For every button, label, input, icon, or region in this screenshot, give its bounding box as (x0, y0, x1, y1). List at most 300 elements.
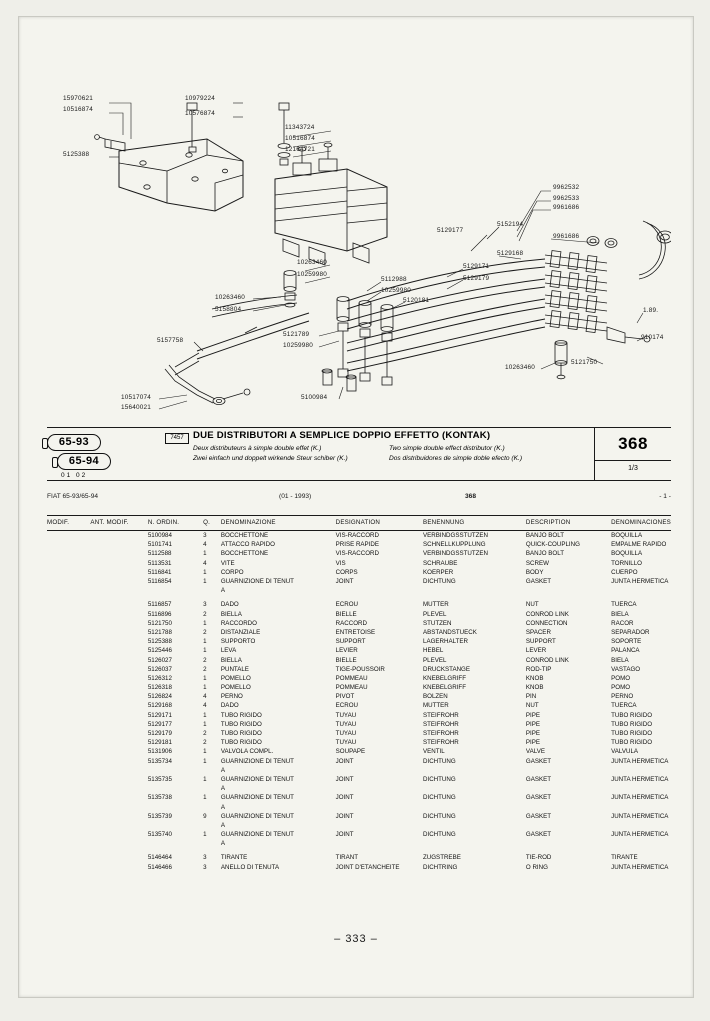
cell-designation: VIS-RACCORD (335, 532, 379, 540)
model-badge-left: 65-93 (47, 434, 101, 451)
callout-label: 11343724 (285, 124, 315, 131)
cell-denominaciones: JUNTA HERMETICA (611, 775, 669, 783)
callout-label: 12164721 (285, 146, 316, 153)
cell-n-ordin: 5129181 (147, 739, 172, 747)
cell-description: O RING (525, 863, 548, 871)
cell-q: 3 (203, 863, 207, 871)
cell-ant-modif (90, 830, 147, 839)
cell-denominazione: TUBO RIGIDO (220, 720, 262, 728)
cell-q: 1 (203, 794, 207, 802)
cell-empty (526, 821, 611, 830)
cell-designation: JOINT (335, 757, 354, 765)
cell-description: BODY (525, 568, 544, 576)
cell-empty (611, 586, 671, 595)
cell-description: PIPE (525, 730, 541, 738)
cell-n-ordin: 5135739 (147, 812, 172, 820)
callout-label: 5129177 (437, 227, 464, 234)
cell-description: VALVE (525, 748, 545, 756)
cell-q: 2 (203, 739, 207, 747)
cell-denominazione: GUARNIZIONE DI TENUT (220, 794, 294, 802)
cell-benennung: KNEBELGRIFF (423, 674, 466, 682)
table-row (47, 830, 671, 839)
cell-ant-modif (90, 610, 147, 619)
cell-n-ordin: 5146466 (147, 863, 172, 871)
cell-designation: SOUPAPE (335, 748, 366, 756)
table-row (47, 665, 671, 674)
table-row-continuation (47, 839, 671, 848)
cell-denominaciones: CUERPO (611, 568, 638, 576)
cell-n-ordin: 5125446 (147, 647, 172, 655)
cell-modif (47, 720, 90, 729)
cell-q: 1 (203, 720, 207, 728)
cell-denominazione: GUARNIZIONE DI TENUT (220, 831, 294, 839)
th-modif: MODIF. (47, 516, 90, 531)
cell-q: 1 (203, 619, 207, 627)
callout-label: 9962533 (553, 195, 580, 202)
cell-ant-modif (90, 701, 147, 710)
cell-description: KNOB (525, 684, 544, 692)
cell-modif (47, 674, 90, 683)
cell-description: SCREW (525, 559, 549, 567)
table-row (47, 692, 671, 701)
cell-empty (148, 766, 203, 775)
cell-designation: POMMEAU (335, 674, 368, 682)
cell-designation: VIS-RACCORD (335, 550, 379, 558)
cell-empty (336, 766, 423, 775)
cell-description: GASKET (525, 831, 552, 839)
cell-benennung: DRUCKSTANGE (423, 665, 470, 673)
cell-empty (203, 839, 221, 848)
cell-n-ordin: 5126824 (147, 693, 172, 701)
cell-ant-modif (90, 559, 147, 568)
table-header-row (47, 516, 671, 531)
cell-benennung: BOLZEN (423, 693, 448, 701)
cell-empty (526, 586, 611, 595)
cell-description: PIPE (525, 720, 541, 728)
th-denominazione: DENOMINAZIONE (221, 516, 336, 531)
divider (595, 460, 671, 461)
cell-q: 1 (203, 684, 207, 692)
cell-modif (47, 531, 90, 541)
th-denominaciones: DENOMINACIONES (611, 516, 671, 531)
cell-benennung: LAGERHALTER (423, 638, 468, 646)
cell-ant-modif (90, 646, 147, 655)
callout-label: 10263460 (297, 259, 328, 266)
callout-label: 10259980 (283, 342, 314, 349)
cell-empty (611, 784, 671, 793)
cell-benennung: ZUGSTREBE (423, 854, 461, 862)
table-number-ref: 368 (465, 493, 477, 500)
cell-empty (90, 839, 147, 848)
table-row (47, 549, 671, 558)
cell-empty (203, 802, 221, 811)
table-row (47, 628, 671, 637)
cell-modif (47, 793, 90, 802)
cell-n-ordin: 5121788 (147, 628, 172, 636)
cell-modif (47, 863, 90, 872)
cell-modif (47, 830, 90, 839)
table-row (47, 600, 671, 609)
table-row-continuation (47, 766, 671, 775)
table-row (47, 577, 671, 586)
callout-label: 9962532 (553, 184, 580, 191)
cell-q: 2 (203, 730, 207, 738)
title-english: Two simple double effect distributor (K.) (389, 445, 505, 452)
cell-empty (611, 839, 671, 848)
title-italian: DUE DISTRIBUTORI A SEMPLICE DOPPIO EFFETTO (KONTAK) (193, 430, 491, 441)
cell-denominazione-cont: A (220, 840, 225, 848)
cell-description: BANJO BOLT (525, 532, 564, 540)
cell-designation: PRISE RAPIDE (335, 541, 379, 549)
cell-modif (47, 637, 90, 646)
cell-benennung: DICHTUNG (423, 757, 456, 765)
sheet-index: - 1 - (659, 493, 671, 500)
cell-benennung: DICHTRING (423, 863, 458, 871)
callout-label: 5129179 (463, 275, 490, 282)
model-badge-right: 65-94 (57, 453, 111, 470)
cell-ant-modif (90, 711, 147, 720)
cell-modif (47, 757, 90, 766)
cell-modif (47, 683, 90, 692)
table-row (47, 531, 671, 541)
cell-n-ordin: 5126318 (147, 684, 172, 692)
cell-denominaciones: POMO (611, 674, 631, 682)
cell-description: TIE-ROD (525, 854, 552, 862)
cell-description: SUPPORT (525, 638, 556, 646)
cell-denominazione: VITE (220, 559, 235, 567)
cell-benennung: VERBINDGSSTUTZEN (423, 550, 488, 558)
cell-designation: VIS (335, 559, 346, 567)
cell-q: 2 (203, 656, 207, 664)
th-ant-modif: ANT. MODIF. (90, 516, 147, 531)
cell-benennung: KNEBELGRIFF (423, 684, 466, 692)
cell-n-ordin: 5146464 (147, 854, 172, 862)
cell-modif (47, 610, 90, 619)
cell-denominaciones: TUERCA (611, 702, 637, 710)
cell-benennung: DICHTUNG (423, 794, 456, 802)
cell-ant-modif (90, 863, 147, 872)
cell-ant-modif (90, 540, 147, 549)
cell-designation: LEVIER (335, 647, 358, 655)
cell-ant-modif (90, 577, 147, 586)
cell-empty (203, 821, 221, 830)
cell-n-ordin: 5126312 (147, 674, 172, 682)
cell-benennung: STUTZEN (423, 619, 452, 627)
cell-q: 1 (203, 757, 207, 765)
cell-q: 1 (203, 550, 207, 558)
cell-denominaciones: PALANCA (611, 647, 640, 655)
cell-description: CONNECTION (525, 619, 568, 627)
cell-designation: JOINT (335, 812, 354, 820)
cell-empty (148, 784, 203, 793)
cell-empty (526, 784, 611, 793)
cell-empty (47, 821, 90, 830)
cell-n-ordin: 5112588 (147, 550, 172, 558)
callout-label: 10259980 (381, 287, 412, 294)
cell-designation: JOINT (335, 831, 354, 839)
cell-n-ordin: 5129168 (147, 702, 172, 710)
th-n-ordin: N. ORDIN. (148, 516, 203, 531)
cell-q: 4 (203, 702, 207, 710)
cell-denominazione: POMELLO (220, 684, 251, 692)
cell-denominazione: TUBO RIGIDO (220, 711, 262, 719)
cell-denominazione: BOCCHETTONE (220, 550, 269, 558)
title-block (47, 427, 671, 481)
callout-label: 10259980 (297, 271, 328, 278)
cell-description: SPACER (525, 628, 551, 636)
cell-q: 4 (203, 559, 207, 567)
cell-q: 3 (203, 854, 207, 862)
cell-modif (47, 692, 90, 701)
cell-empty (47, 802, 90, 811)
cell-denominaciones: JUNTA HERMETICA (611, 863, 669, 871)
cell-denominazione: CORPO (220, 568, 244, 576)
callout-label: 5121750 (571, 359, 598, 366)
table-row (47, 683, 671, 692)
cell-denominaciones: RACOR (611, 619, 634, 627)
cell-benennung: KOERPER (423, 568, 454, 576)
table-row (47, 738, 671, 747)
table-row (47, 720, 671, 729)
cell-empty (423, 821, 526, 830)
cell-empty (47, 586, 90, 595)
cell-ant-modif (90, 747, 147, 756)
cell-n-ordin: 5126037 (147, 665, 172, 673)
cell-modif (47, 549, 90, 558)
callout-label: 10517074 (121, 394, 152, 401)
cell-empty (611, 821, 671, 830)
cell-modif (47, 701, 90, 710)
table-row-continuation (47, 802, 671, 811)
paper-sheet (18, 16, 694, 998)
th-benennung: BENENNUNG (423, 516, 526, 531)
cell-n-ordin: 5131906 (147, 748, 172, 756)
cell-description: PIN (525, 693, 537, 701)
cell-ant-modif (90, 674, 147, 683)
callout-label: 1.89. (643, 307, 659, 314)
cell-n-ordin: 5126027 (147, 656, 172, 664)
cell-ant-modif (90, 692, 147, 701)
cell-denominaciones: JUNTA HERMETICA (611, 757, 669, 765)
cell-ant-modif (90, 665, 147, 674)
cell-designation: TUYAU (335, 711, 357, 719)
table-row (47, 711, 671, 720)
cell-ant-modif (90, 812, 147, 821)
cell-n-ordin: 5135740 (147, 831, 172, 839)
table-row (47, 646, 671, 655)
th-designation: DESIGNATION (336, 516, 423, 531)
callout-label: 9961686 (553, 204, 580, 211)
cell-designation: TIGE-POUSSOIR (335, 665, 385, 673)
cell-empty (423, 586, 526, 595)
cell-denominazione: ATTACCO RAPIDO (220, 541, 275, 549)
cell-q: 1 (203, 578, 207, 586)
cell-q: 9 (203, 812, 207, 820)
cell-q: 1 (203, 711, 207, 719)
table-row (47, 701, 671, 710)
cell-description: GASKET (525, 794, 552, 802)
cell-empty (526, 766, 611, 775)
table-row-continuation (47, 784, 671, 793)
callout-label: 5121789 (283, 331, 310, 338)
cell-empty (148, 802, 203, 811)
callout-label: 5112988 (381, 276, 407, 283)
cell-n-ordin: 5100984 (147, 532, 172, 540)
cell-q: 1 (203, 674, 207, 682)
cell-ant-modif (90, 757, 147, 766)
cell-denominazione-cont: A (220, 803, 225, 811)
table-row (47, 610, 671, 619)
cell-q: 2 (203, 610, 207, 618)
title-spanish: Dos distribuidores de simple doble efecto (K.) (389, 454, 523, 462)
callout-label: 5152194 (497, 221, 524, 228)
cell-denominazione: GUARNIZIONE DI TENUT (220, 775, 294, 783)
cell-empty (203, 784, 221, 793)
cell-ant-modif (90, 637, 147, 646)
cell-benennung: STEIFROHR (423, 711, 459, 719)
cell-benennung: MUTTER (423, 702, 449, 710)
cell-modif (47, 655, 90, 664)
cell-designation: TUYAU (335, 739, 357, 747)
cell-ant-modif (90, 628, 147, 637)
callout-label: 5129171 (463, 263, 490, 270)
parts-table-wrapper (47, 515, 671, 872)
cell-denominaciones: TUERCA (611, 601, 637, 609)
cell-q: 3 (203, 601, 207, 609)
callout-label: 15640021 (121, 404, 152, 411)
cell-description: GASKET (525, 775, 552, 783)
cell-denominazione: ANELLO DI TENUTA (220, 863, 280, 871)
issue-date: (01 - 1993) (279, 493, 312, 500)
cell-denominaciones: JUNTA HERMETICA (611, 794, 669, 802)
cell-description: BANJO BOLT (525, 550, 564, 558)
cell-designation: TIRANT (335, 854, 359, 862)
cell-designation: POMMEAU (335, 684, 368, 692)
table-row (47, 793, 671, 802)
cell-q: 4 (203, 693, 207, 701)
table-number-block (594, 428, 671, 480)
cell-designation: SUPPORT (335, 638, 366, 646)
section-code-box: 7457 (165, 433, 189, 444)
cell-benennung: HEBEL (423, 647, 444, 655)
table-row (47, 674, 671, 683)
cell-ant-modif (90, 531, 147, 541)
cell-q: 1 (203, 775, 207, 783)
cell-denominazione-cont: A (220, 766, 225, 774)
cell-ant-modif (90, 775, 147, 784)
callout-label: 5120181 (403, 297, 430, 304)
table-row (47, 747, 671, 756)
cell-q: 2 (203, 665, 207, 673)
cell-designation: BIELLE (335, 656, 357, 664)
cell-benennung: STEIFROHR (423, 720, 459, 728)
table-row (47, 655, 671, 664)
cell-denominaciones: POMO (611, 684, 631, 692)
callout-label: 5129168 (497, 250, 524, 257)
cell-ant-modif (90, 738, 147, 747)
cell-empty (90, 821, 147, 830)
table-row (47, 757, 671, 766)
cell-denominaciones: VALVULA (611, 748, 639, 756)
cell-modif (47, 747, 90, 756)
model-sub-label: 01 02 (61, 472, 88, 479)
table-row (47, 863, 671, 872)
cell-denominazione: DADO (220, 702, 239, 710)
cell-description: GASKET (525, 578, 552, 586)
cell-designation: RACCORD (335, 619, 367, 627)
cell-denominaciones: BIELA (611, 610, 629, 618)
cell-n-ordin: 5129179 (147, 730, 172, 738)
cell-modif (47, 738, 90, 747)
cell-benennung: DICHTUNG (423, 578, 456, 586)
cell-denominazione: DADO (220, 601, 239, 609)
cell-designation: BIELLE (335, 610, 357, 618)
cell-empty (423, 802, 526, 811)
cell-benennung: SCHRAUBE (423, 559, 458, 567)
cell-denominazione: BIELLA (220, 656, 242, 664)
cell-n-ordin: 5116857 (147, 601, 172, 609)
cell-denominazione: BIELLA (220, 610, 242, 618)
sheet-fraction: 1/3 (628, 465, 638, 472)
cell-ant-modif (90, 720, 147, 729)
cell-description: QUICK-COUPLING (525, 541, 580, 549)
cell-ant-modif (90, 549, 147, 558)
cell-denominaciones: BOQUILLA (611, 550, 643, 558)
cell-description: KNOB (525, 674, 544, 682)
cell-empty (526, 802, 611, 811)
cell-denominazione: TIRANTE (220, 854, 248, 862)
th-description: DESCRIPTION (526, 516, 611, 531)
cell-designation: JOINT (335, 578, 354, 586)
cell-designation: TUYAU (335, 730, 357, 738)
cell-n-ordin: 5116854 (147, 578, 172, 586)
cell-denominaciones: JUNTA HERMETICA (611, 578, 669, 586)
cell-denominazione: VALVOLA COMPL. (220, 748, 274, 756)
model-badges (47, 432, 167, 479)
cell-description: LEVER (525, 647, 547, 655)
cell-denominazione: LEVA (220, 647, 237, 655)
cell-ant-modif (90, 600, 147, 609)
cell-empty (148, 821, 203, 830)
table-number: 368 (618, 434, 648, 453)
cell-denominaciones: SOPORTE (611, 638, 642, 646)
cell-empty (47, 784, 90, 793)
cell-benennung: VERBINDGSSTUTZEN (423, 532, 488, 540)
cell-empty (336, 839, 423, 848)
cell-denominazione: TUBO RIGIDO (220, 730, 262, 738)
cell-denominazione: RACCORDO (220, 619, 257, 627)
table-row (47, 853, 671, 862)
cell-description: CONROD LINK (525, 610, 569, 618)
cell-modif (47, 600, 90, 609)
cell-denominazione-cont: A (220, 821, 225, 829)
callout-label: 15970621 (63, 95, 94, 102)
cell-denominazione-cont: A (220, 587, 225, 595)
cell-empty (611, 802, 671, 811)
cell-denominaciones: TIRANTE (611, 854, 638, 862)
title-text-group (193, 430, 585, 462)
title-french: Deux distributeurs à simple double effet (K.) (193, 445, 322, 452)
cell-ant-modif (90, 793, 147, 802)
cell-empty (336, 586, 423, 595)
cell-denominaciones: BIELA (611, 656, 629, 664)
cell-q: 1 (203, 748, 207, 756)
cell-benennung: ABSTANDSTUECK (423, 628, 477, 636)
cell-denominazione: GUARNIZIONE DI TENUT (220, 812, 294, 820)
cell-n-ordin: 5135734 (147, 757, 172, 765)
cell-benennung: STEIFROHR (423, 730, 459, 738)
cell-n-ordin: 5125388 (147, 638, 172, 646)
